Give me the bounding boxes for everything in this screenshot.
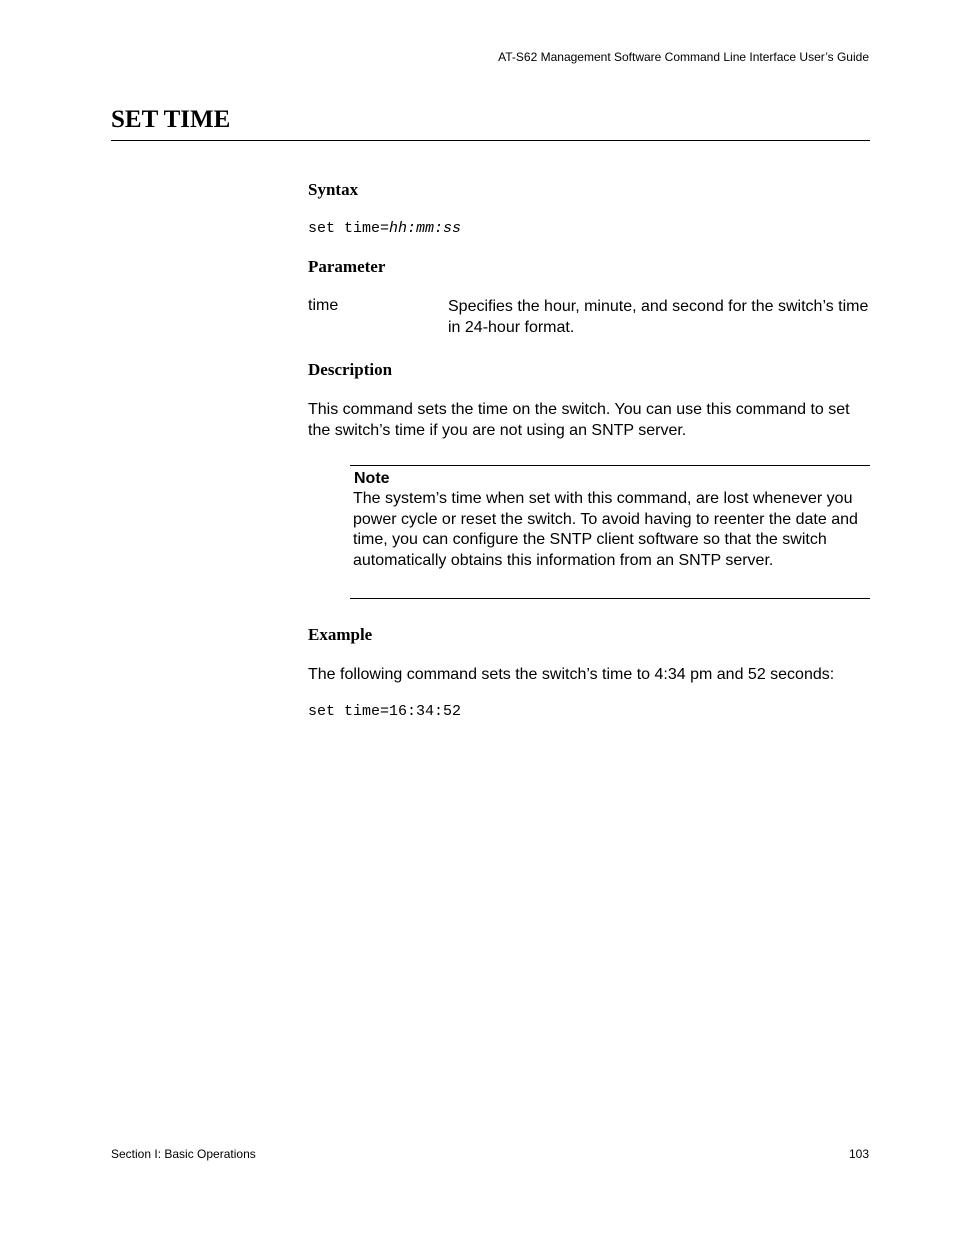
footer-section: Section I: Basic Operations: [111, 1147, 256, 1161]
running-header: AT-S62 Management Software Command Line Interface User’s Guide: [498, 50, 869, 64]
example-text: The following command sets the switch’s time to 4:34 pm and 52 seconds:: [308, 666, 835, 683]
syntax-command: [308, 220, 461, 237]
note-box: [350, 465, 870, 599]
parameter-heading: Parameter: [308, 257, 386, 276]
description-heading: Description: [308, 360, 393, 379]
parameter-description: Specifies the hour, minute, and second for the switch’s time in 24-hour format.: [448, 298, 869, 336]
syntax-command-text: set time=: [308, 220, 390, 237]
page-title: SET TIME: [111, 106, 231, 133]
note-text: The system’s time when set with this command, are lost whenever you power cycle or reset the switch. To avoid having to reenter the date and time, you can configure the SNTP client software so that the switch automatically obtains this information from an SNTP server.: [353, 490, 858, 569]
example-heading: Example: [308, 625, 373, 644]
example-command: set time=16:34:52: [308, 703, 462, 720]
syntax-heading: Syntax: [308, 180, 359, 199]
footer-page-number: 103: [848, 1147, 869, 1161]
description-text: This command sets the time on the switch. You can use this command to set the switch’s time if you are not using an SNTP server.: [308, 401, 850, 439]
title-rule: [111, 140, 870, 141]
note-title: Note: [354, 470, 390, 487]
parameter-name: time: [308, 297, 339, 314]
syntax-argument: hh:mm:ss: [389, 220, 462, 237]
